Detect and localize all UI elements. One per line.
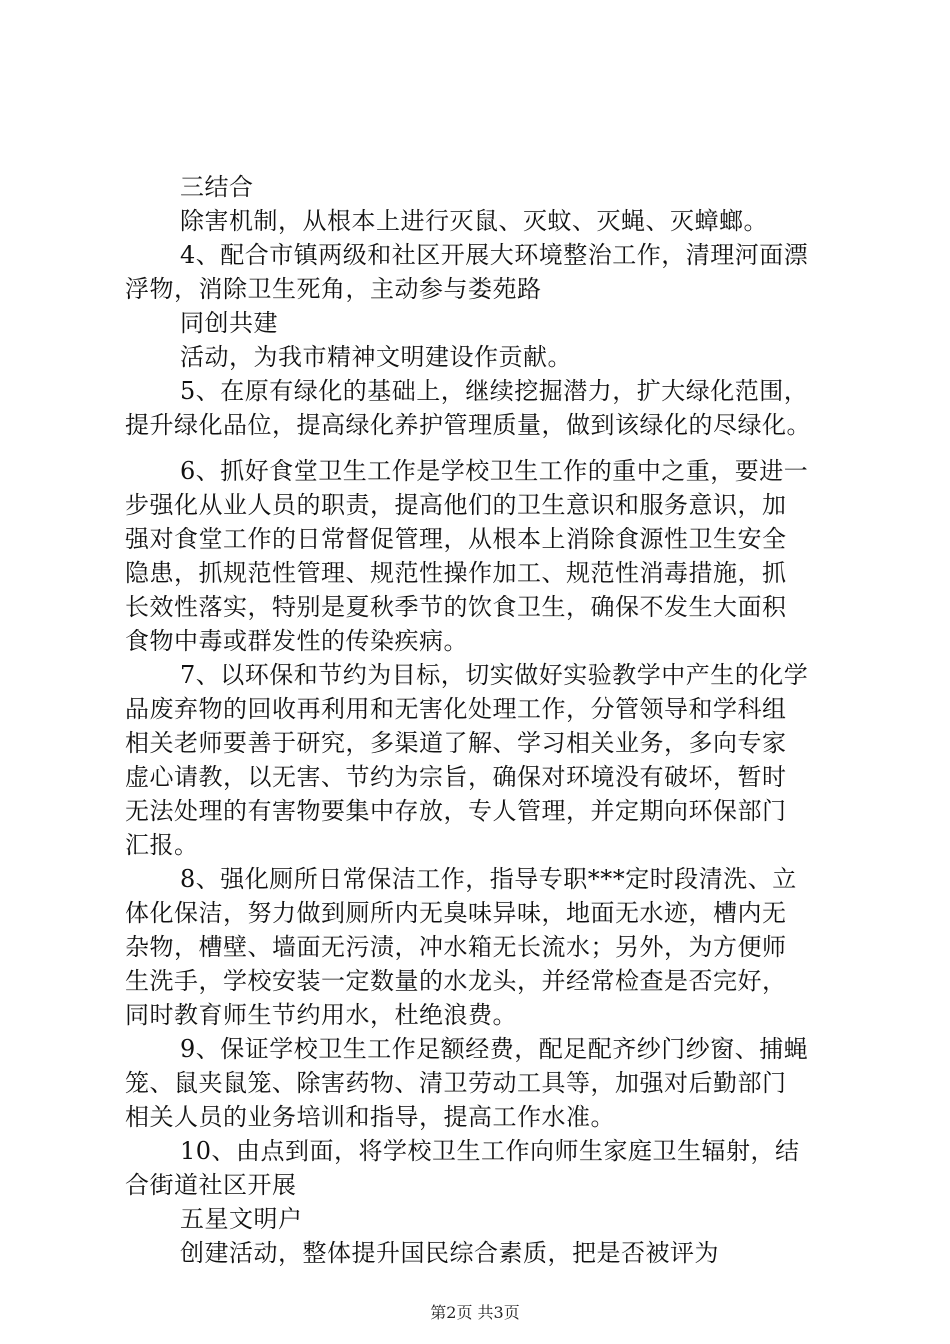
page-number-footer: 第2页 共3页 xyxy=(430,1303,520,1322)
text-line: 7、以环保和节约为目标，切实做好实验教学中产生的化学 xyxy=(180,661,809,689)
text-line: 相关人员的业务培训和指导，提高工作水准。 xyxy=(125,1103,615,1131)
text-line: 6、抓好食堂卫生工作是学校卫生工作的重中之重，要进一 xyxy=(180,457,809,485)
text-line: 强对食堂工作的日常督促管理，从根本上消除食源性卫生安全 xyxy=(125,525,787,553)
text-line: 品废弃物的回收再利用和无害化处理工作，分管领导和学科组 xyxy=(125,695,787,723)
text-line: 活动，为我市精神文明建设作贡献。 xyxy=(180,343,572,371)
text-line: 生洗手，学校安装一定数量的水龙头，并经常检查是否完好， xyxy=(125,967,787,995)
text-line: 10、由点到面，将学校卫生工作向师生家庭卫生辐射，结 xyxy=(180,1137,800,1165)
text-line: 体化保洁，努力做到厕所内无臭味异味，地面无水迹，槽内无 xyxy=(125,899,787,927)
text-line: 相关老师要善于研究，多渠道了解、学习相关业务，多向专家 xyxy=(125,729,787,757)
text-line: 同时教育师生节约用水，杜绝浪费。 xyxy=(125,1001,517,1029)
text-line: 长效性落实，特别是夏秋季节的饮食卫生，确保不发生大面积 xyxy=(125,593,787,621)
text-line: 五星文明户 xyxy=(180,1205,303,1233)
text-line: 无法处理的有害物要集中存放，专人管理，并定期向环保部门 xyxy=(125,797,787,825)
text-line: 步强化从业人员的职责，提高他们的卫生意识和服务意识，加 xyxy=(125,491,787,519)
text-line: 创建活动，整体提升国民综合素质，把是否被评为 xyxy=(180,1239,719,1267)
text-line: 食物中毒或群发性的传染疾病。 xyxy=(125,627,468,655)
text-line: 杂物，槽壁、墙面无污渍，冲水箱无长流水；另外，为方便师 xyxy=(125,933,787,961)
text-line: 合街道社区开展 xyxy=(125,1171,297,1199)
text-line: 9、保证学校卫生工作足额经费，配足配齐纱门纱窗、捕蝇 xyxy=(180,1035,809,1063)
text-line: 除害机制，从根本上进行灭鼠、灭蚊、灭蝇、灭蟑螂。 xyxy=(180,207,768,235)
text-line: 同创共建 xyxy=(180,309,278,337)
text-line: 汇报。 xyxy=(125,831,199,859)
text-line: 笼、鼠夹鼠笼、除害药物、清卫劳动工具等，加强对后勤部门 xyxy=(125,1069,787,1097)
text-line: 8、强化厕所日常保洁工作，指导专职***定时段清洗、立 xyxy=(180,865,797,893)
text-line: 浮物，消除卫生死角，主动参与娄苑路 xyxy=(125,275,542,303)
text-line: 三结合 xyxy=(180,173,254,201)
text-line: 隐患，抓规范性管理、规范性操作加工、规范性消毒措施，抓 xyxy=(125,559,787,587)
text-line: 虚心请教，以无害、节约为宗旨，确保对环境没有破坏，暂时 xyxy=(125,763,787,791)
text-line: 提升绿化品位，提高绿化养护管理质量，做到该绿化的尽绿化。 xyxy=(125,411,811,439)
text-line: 5、在原有绿化的基础上，继续挖掘潜力，扩大绿化范围， xyxy=(180,377,809,405)
text-line: 4、配合市镇两级和社区开展大环境整治工作，清理河面漂 xyxy=(180,241,809,269)
